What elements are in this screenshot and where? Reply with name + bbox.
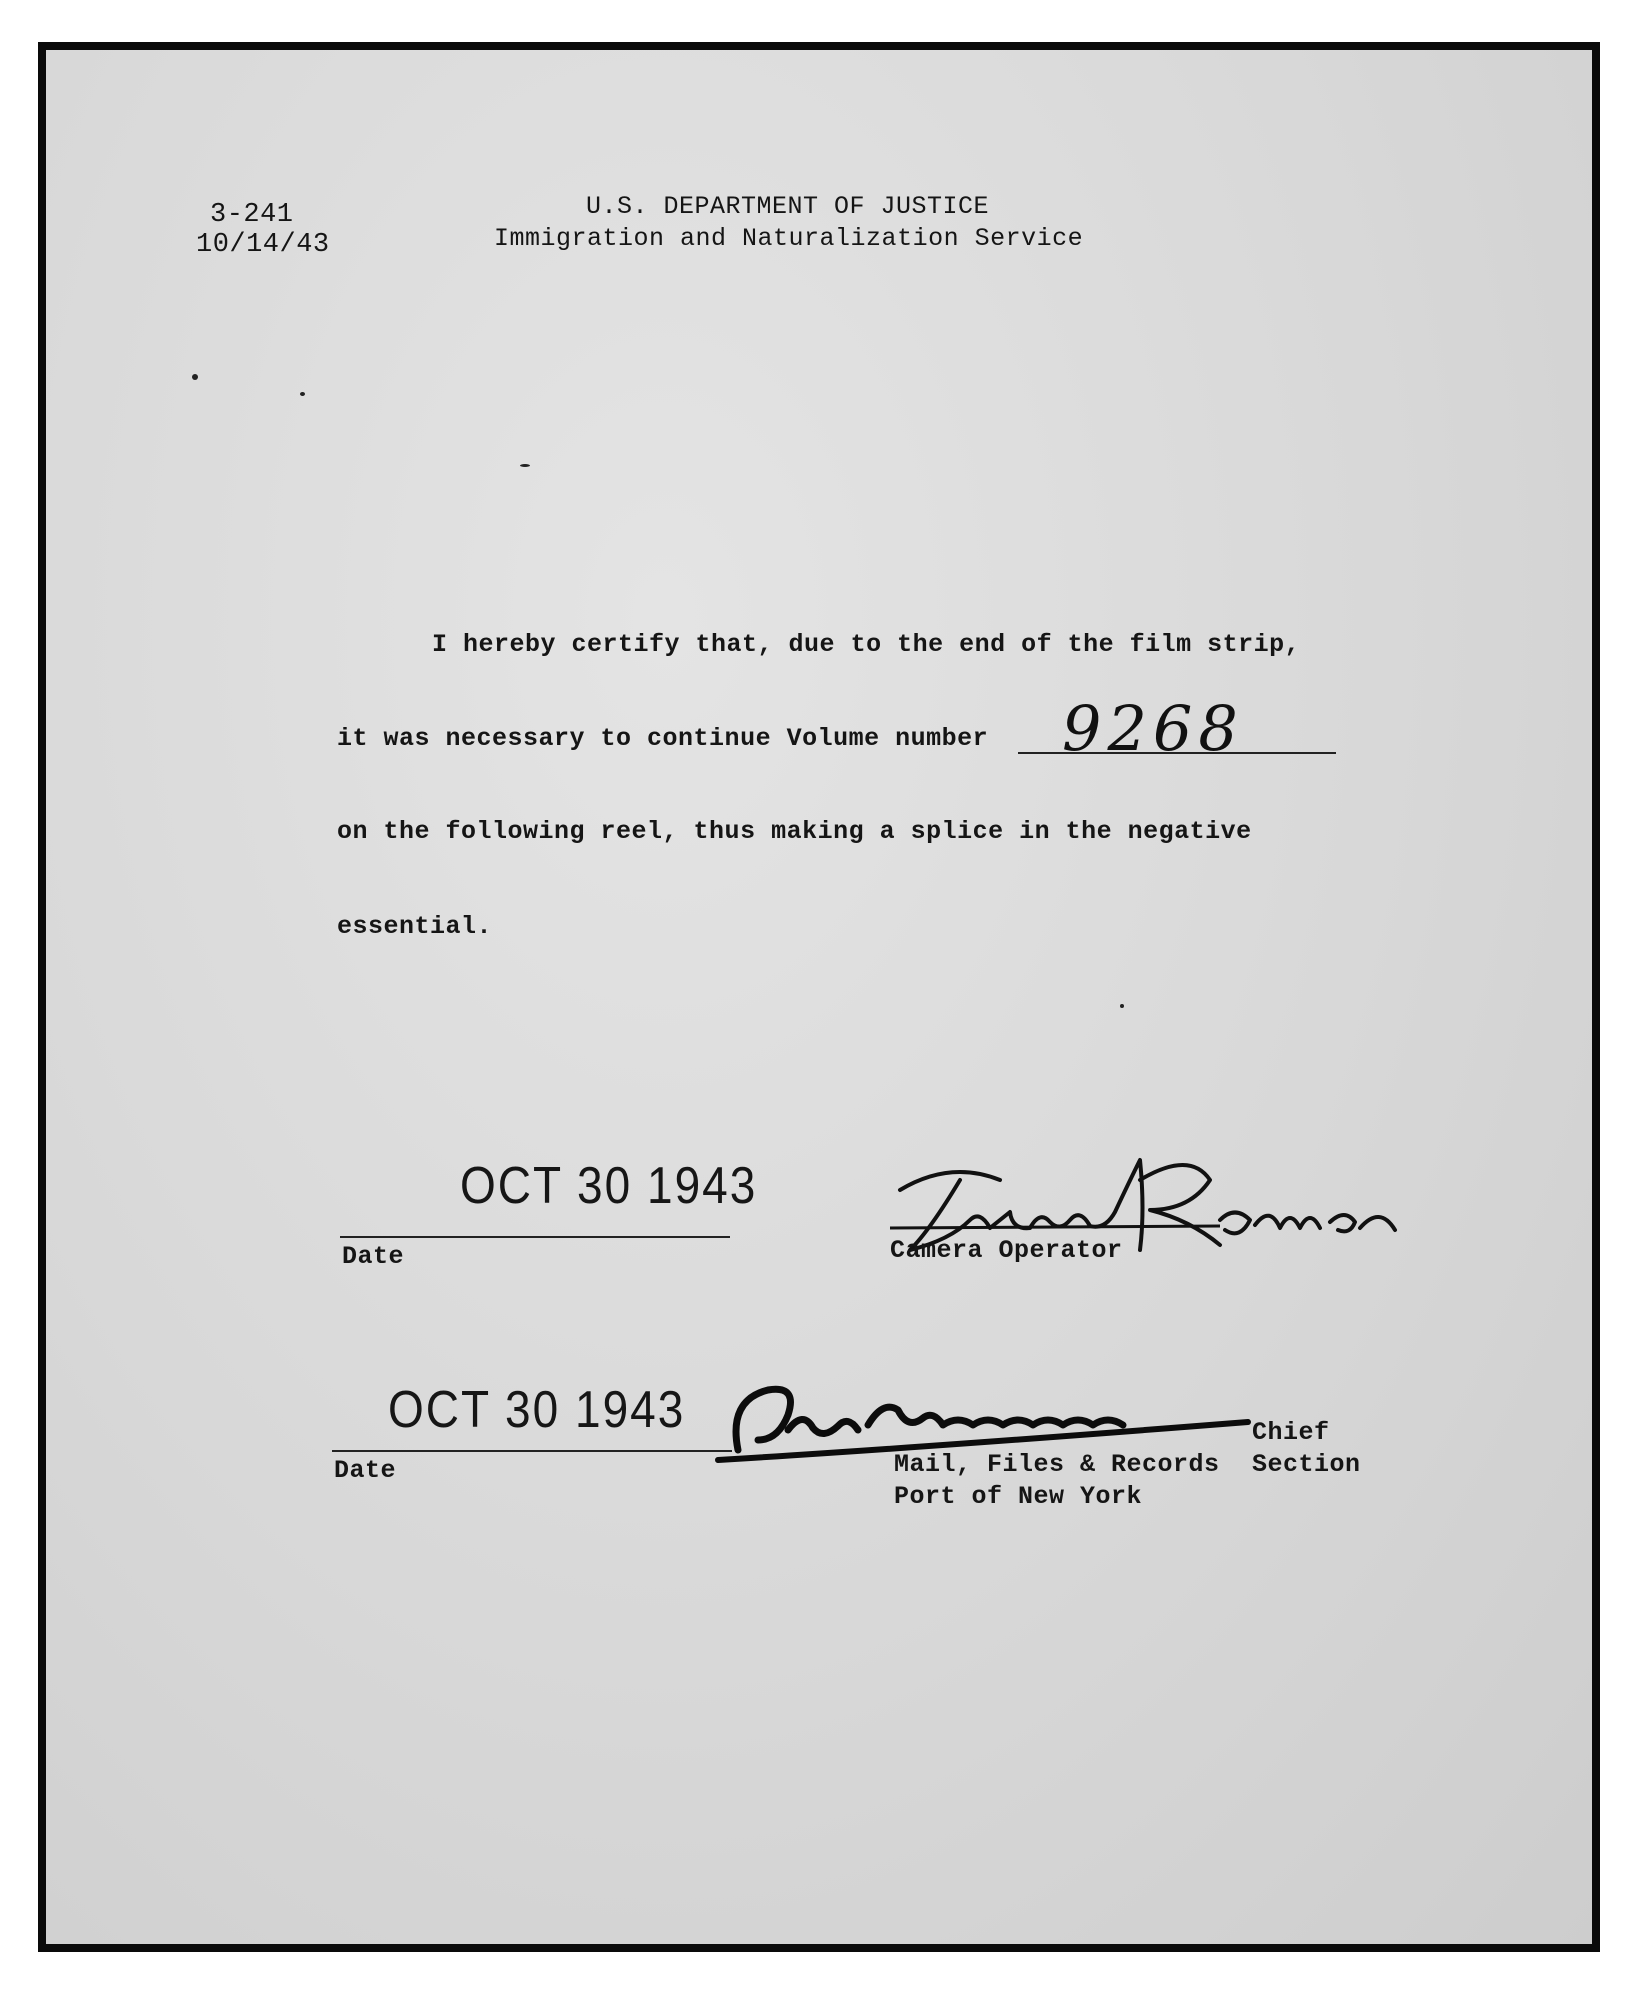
- chief-title-section: Section: [1252, 1450, 1361, 1479]
- chief-title-line-1: Mail, Files & Records: [894, 1450, 1220, 1479]
- body-line-4: essential.: [337, 912, 493, 941]
- department-heading: U.S. DEPARTMENT OF JUSTICE: [586, 192, 990, 221]
- chief-label: Chief: [1252, 1418, 1330, 1447]
- form-code: 3-241: [210, 200, 294, 230]
- camera-date-label: Date: [342, 1242, 405, 1271]
- chief-date-line: [332, 1450, 732, 1452]
- chief-date-label: Date: [334, 1456, 397, 1485]
- camera-date-line: [340, 1236, 730, 1238]
- body-line-3: on the following reel, thus making a splice in the negative: [337, 817, 1252, 846]
- volume-number-line: [1018, 752, 1336, 754]
- document-page: [46, 50, 1592, 1944]
- scan-speck: [520, 464, 530, 467]
- scan-speck: [300, 392, 305, 396]
- chief-title-line-2: Port of New York: [894, 1482, 1143, 1511]
- volume-number-handwritten: 9268: [1062, 692, 1244, 765]
- camera-operator-label: Camera Operator: [890, 1236, 1123, 1265]
- camera-date-stamp: OCT 30 1943: [460, 1155, 758, 1215]
- scan-speck: [192, 374, 198, 380]
- service-heading: Immigration and Naturalization Service: [494, 224, 1084, 253]
- body-line-1: I hereby certify that, due to the end of the film strip,: [432, 630, 1301, 659]
- body-line-2: it was necessary to continue Volume number: [337, 724, 989, 753]
- scan-speck: [1120, 1004, 1124, 1008]
- chief-date-stamp: OCT 30 1943: [388, 1379, 686, 1439]
- form-date: 10/14/43: [196, 230, 330, 260]
